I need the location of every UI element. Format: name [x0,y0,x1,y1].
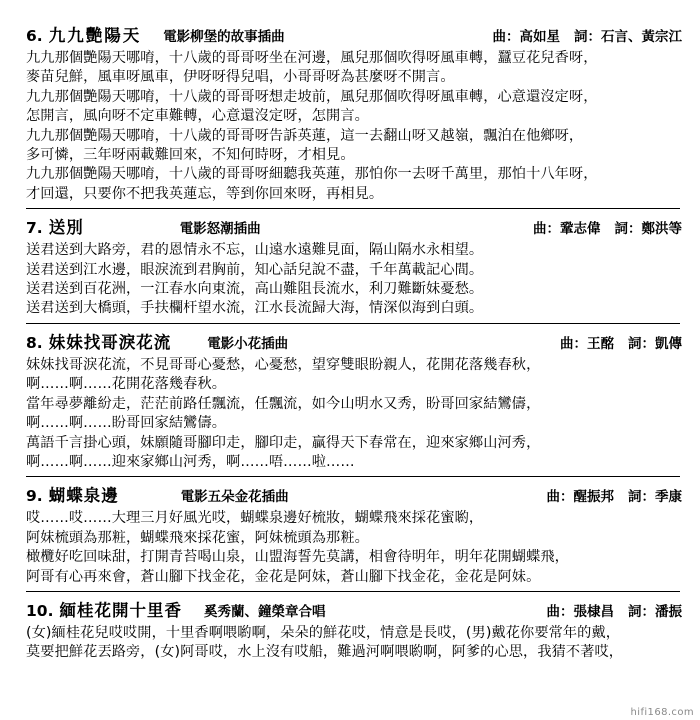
lyric-line: 莫要把鮮花丟路旁，(女)阿哥哎，水上沒有哎船，難過河啊喂喲啊，阿爹的心思，我猜不著哎， [26,644,624,661]
lyric-line: 送君送到江水邊，眼淚流到君胸前，知心話兒說不盡，千年萬載記心間。 [26,261,484,278]
song-entry-8 [26,329,682,472]
lyric-line: 麥苗兒鮮，風車呀風車，伊呀呀得兒唱，小哥哥呀為甚麼呀不開言。 [26,69,455,86]
lyric-line: 阿哥有心再來會，蒼山腳下找金花，金花是阿妹，蒼山腳下找金花，金花是阿妹。 [26,568,541,585]
lyric-line: 哎……哎……大理三月好風光哎，蝴蝶泉邊好梳妝，蝴蝶飛來採花蜜喲， [26,510,484,527]
song-title: 九九艷陽天 [48,26,142,45]
song-subtitle: 電影小花插曲 [207,335,289,352]
song-subtitle: 電影怒潮插曲 [179,221,261,238]
lyric-line: 九九那個艷陽天哪唷，十八歲的哥哥呀細聽我英蓮，那怕你一去呀千萬里，那怕十八年呀， [26,166,598,183]
lyric-line: 九九那個艷陽天哪唷，十八歲的哥哥呀告訴英蓮，這一去翻山呀又越嶺，飄泊在他鄉呀， [26,127,584,144]
lyric-line: 送君送到百花洲，一江春水向東流，高山難阻長流水，利刀難斷妹憂愁。 [26,281,484,298]
song-subtitle: 電影柳堡的故事插曲 [163,29,285,45]
lyric-line: 多可憐，三年呀兩載難回來，不知何時呀，才相見。 [26,147,355,164]
song-header [26,214,682,238]
song-lyrics [26,49,682,204]
lyric-line: 阿妹梳頭為那粧，蝴蝶飛來採花蜜，阿妹梳頭為那粧。 [26,529,369,546]
song-header [26,329,682,353]
song-title: 送別 [48,218,84,238]
song-entry-10 [26,597,682,663]
song-lyricist: 詞：凱傳 [628,335,682,352]
song-composer: 曲：鞏志偉 [533,221,601,238]
song-number: 9. [26,487,43,506]
song-title: 蝴蝶泉邊 [48,486,119,506]
song-title: 妹妹找哥淚花流 [48,332,172,352]
section-divider-2 [26,323,682,324]
lyric-line: 怎開言，風向呀不定車難轉，心意還沒定呀，怎開言。 [26,108,369,125]
song-composer: 曲：王酩 [560,335,614,352]
song-number: 6. [26,27,43,45]
song-composer: 曲：醒振邦 [546,489,614,506]
lyric-line: 橄欖好吃回味甜，打開青苔喝山泉，山盟海誓先莫講，相會待明年，明年花開蝴蝶飛， [26,549,569,566]
song-header [26,22,682,46]
section-divider-3 [26,476,682,477]
lyric-line: 九九那個艷陽天哪唷，十八歲的哥哥呀想走坡前，風兒那個吹得呀風車轉，心意還沒定呀， [26,88,598,105]
song-number: 10. [26,601,54,620]
lyric-line: 萬語千言掛心頭，妹願隨哥腳印走，腳印走，贏得天下春常在，迎來家鄉山河秀， [26,434,541,451]
song-header [26,597,682,621]
lyric-line: 送君送到大路旁，君的恩情永不忘，山遠水遠難見面，隔山隔水永相望。 [26,242,484,259]
lyric-line: 九九那個艷陽天哪唷，十八歲的哥哥呀坐在河邊，風兒那個吹得呀風車轉，蠶豆花兒香呀， [26,50,598,66]
song-header [26,482,682,506]
song-title: 緬桂花開十里香 [59,600,182,620]
lyric-line: 啊……啊……花開花落幾春秋。 [26,376,227,393]
section-divider-4 [26,591,682,592]
song-entry-7 [26,214,682,319]
lyric-line: 送君送到大橋頭，手扶欄杆望水流，江水長流歸大海，情深似海到白頭。 [26,300,484,317]
song-composer: 曲：張棣昌 [546,603,614,620]
song-lyricist: 詞：石言、黃宗江 [574,29,682,45]
song-lyrics [26,356,682,472]
song-number: 7. [26,219,43,238]
lyric-line: 啊……啊……盼哥回家結鸞儔。 [26,415,227,432]
song-entry-9 [26,482,682,587]
song-lyricist: 詞：潘振 [628,603,682,620]
song-lyricist: 詞：季康 [628,489,682,506]
lyric-line: 啊……啊……迎來家鄉山河秀，啊……唔……啦…… [26,453,355,470]
lyric-line: 才回還，只要你不把我英蓮忘，等到你回來呀，再相見。 [26,185,384,202]
song-composer: 曲：高如星 [492,29,560,45]
source-watermark: hifi168.com [630,707,694,718]
section-divider-1 [26,208,682,209]
song-subtitle: 電影五朵金花插曲 [180,489,289,506]
lyric-line: 當年尋夢離紛走，茫茫前路任飄流，任飄流，如今山明水又秀，盼哥回家結鸞儔， [26,395,541,412]
song-lyricist: 詞：鄭洪等 [614,221,682,238]
song-lyrics [26,509,682,587]
song-lyrics [26,241,682,319]
song-number: 8. [26,333,43,352]
song-subtitle: 奚秀蘭、鐘榮章合唱 [203,603,326,620]
lyric-line: 妹妹找哥淚花流，不見哥哥心憂愁，心憂愁，望穿雙眼盼親人，花開花落幾春秋， [26,356,541,373]
song-entry-6 [26,22,682,204]
lyric-line: (女)緬桂花兒哎哎開，十里香啊喂喲啊，朵朵的鮮花哎，情意是長哎，(男)戴花你要常年的戴， [26,624,621,641]
song-lyrics [26,624,682,663]
